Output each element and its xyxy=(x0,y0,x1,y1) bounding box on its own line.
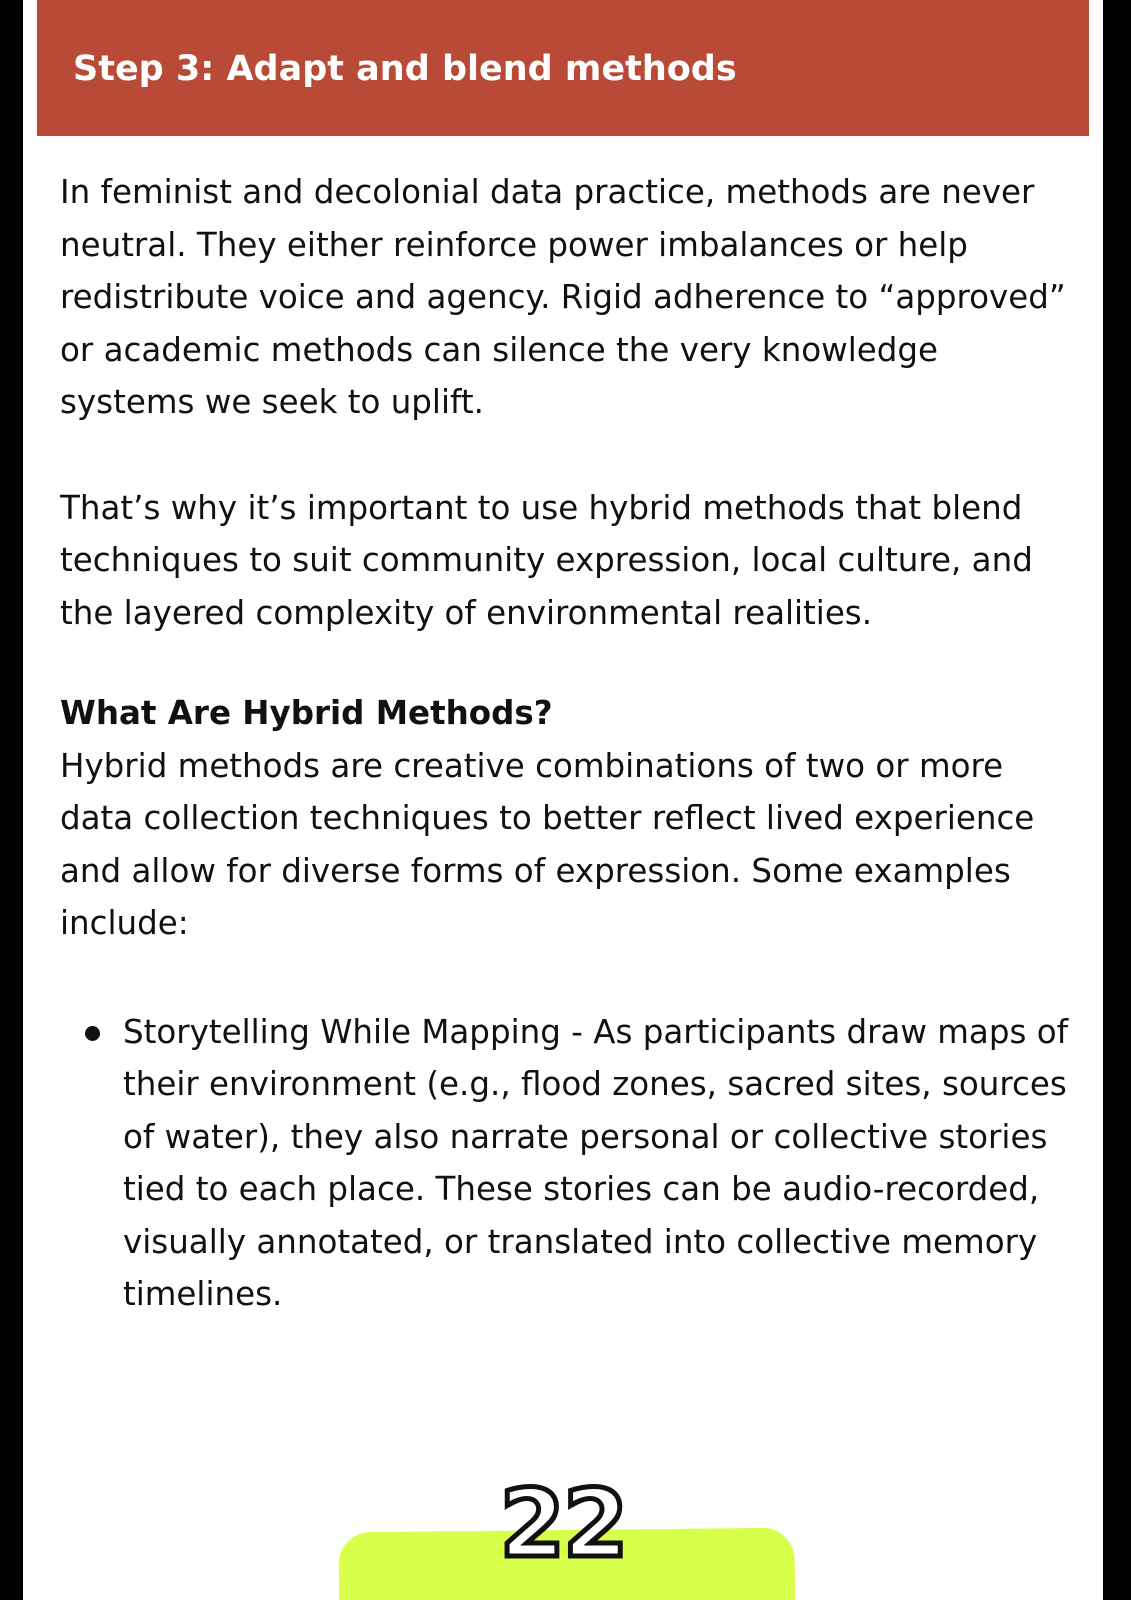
examples-list xyxy=(60,1006,1070,1321)
page-number: 22 xyxy=(499,1470,627,1579)
document-page xyxy=(23,0,1103,1600)
section-title: Step 3: Adapt and blend methods xyxy=(73,49,737,89)
document-body xyxy=(60,166,1070,1321)
list-item-text: Storytelling While Mapping - As participants draw maps of their environment (e.g., flood zones, sacred sites, sources of water), they also narrate personal or collective stories tied to each place. These stories can be audio-recorded, visually annotated, or translated into collective memory timelines. xyxy=(123,1012,1069,1313)
section-intro-paragraph: Hybrid methods are creative combinations of two or more data collection techniques to better reflect lived experience and allow for diverse forms of expression. Some examples include: xyxy=(60,746,1035,942)
bullet-icon xyxy=(85,1026,100,1041)
hybrid-methods-rationale-paragraph: That’s why it’s important to use hybrid methods that blend techniques to suit community expression, local culture, and the layered complexity of environmental realities. xyxy=(60,488,1033,632)
section-heading: What Are Hybrid Methods? xyxy=(60,694,553,732)
list-item xyxy=(60,1006,1070,1321)
section-header-banner xyxy=(37,0,1089,136)
intro-paragraph: In feminist and decolonial data practice, methods are never neutral. They either reinforce power imbalances or help redistribute voice and agency. Rigid adherence to “approved” or academic methods can silence the very knowledge systems we seek to uplift. xyxy=(60,173,1066,421)
